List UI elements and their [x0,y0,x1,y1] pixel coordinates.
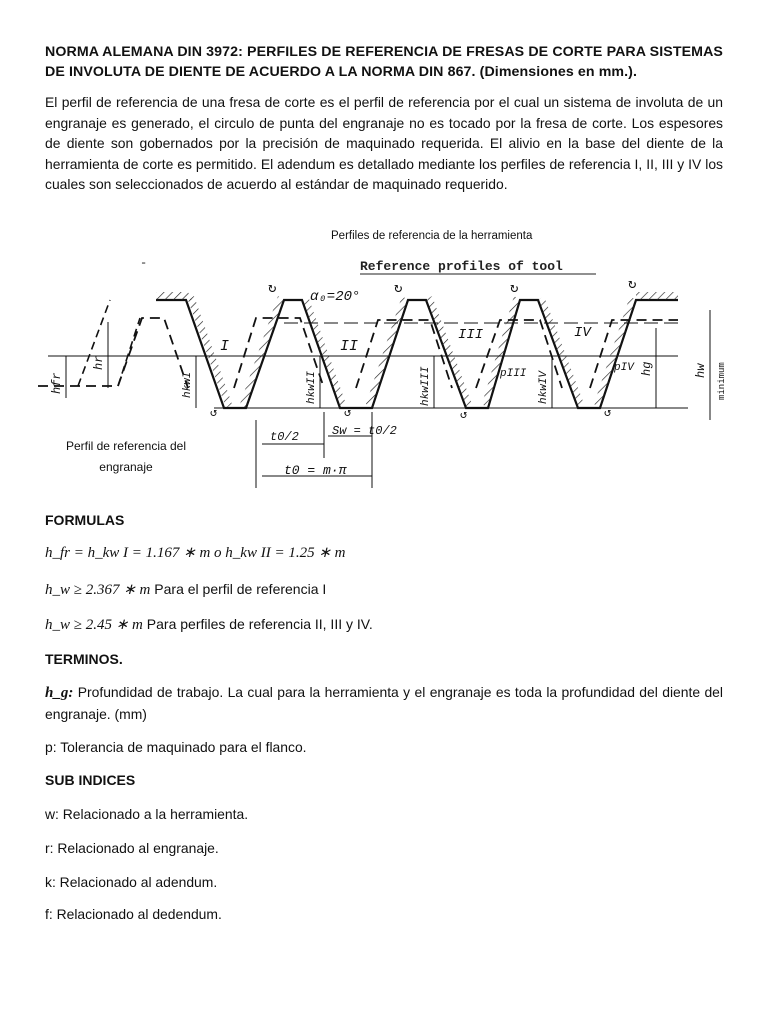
svg-text:↻: ↻ [628,277,637,293]
formula-2-math: h_w ≥ 2.367 ∗ m [45,582,151,598]
roman-label-ii: II [340,338,359,355]
p-iii-label: pIII [500,368,527,380]
svg-text:-: - [140,256,148,270]
figure-caption: Perfiles de referencia de la herramienta [331,230,533,242]
formula-3-text: Para perfiles de referencia II, III y IV. [142,616,373,632]
subindex-item-r: r: Relacionado al engranaje. [45,840,219,856]
formula-1-text: h_fr = h_kw I = 1.167 ∗ m o h_kw II = 1.25 ∗ m [45,545,346,561]
hkw-ii-label: hkwII [306,370,318,404]
svg-text:↻: ↻ [510,281,519,297]
subindex-item-f: f: Relacionado al dedendum. [45,906,222,922]
subindex-item-k: k: Relacionado al adendum. [45,874,218,890]
minimum-label: minimum [717,362,727,400]
hkw-iii-label: hkwIII [420,366,432,406]
subindex-item-w: w: Relacionado a la herramienta. [45,806,249,822]
hfr-label: hfr [50,372,64,394]
svg-text:↻: ↻ [394,281,403,297]
roman-label-iii: III [458,327,484,343]
roman-label-iv: IV [574,325,591,341]
term-hg-text: Profundidad de trabajo. La cual para la herramienta y el engranaje es toda la profundidad del diente del engranaje. (mm) [45,684,723,722]
hg-label: hg [640,361,654,376]
term-p: p: Tolerancia de maquinado para el flanco. [45,739,307,755]
hkw-i-label: hkwI [182,371,194,398]
roman-label-i: I [220,338,230,355]
alpha-angle-label: α₀=20° [310,289,361,305]
hw-label: hw [694,363,708,378]
formula-3-math: h_w ≥ 2.45 ∗ m [45,617,143,633]
t0-half-label: t0/2 [270,430,299,444]
formula-1 [45,543,345,562]
terms-heading: TERMINOS. [45,651,123,667]
formula-3 [45,615,373,634]
svg-text:↺: ↺ [460,408,468,422]
t0-label: t0 = m·π [284,463,347,478]
hr-label: hr [92,355,106,370]
svg-text:↺: ↺ [604,406,612,420]
svg-text:↺: ↺ [344,406,352,420]
formulas-heading: FORMULAS [45,512,125,528]
gear-reference-label: Perfil de referencia del engranaje [52,436,200,478]
figure-header: Reference profiles of tool [360,259,563,274]
p-iv-label: pIV [614,362,634,374]
formula-2-text: Para el perfil de referencia I [150,581,327,597]
document-title: NORMA ALEMANA DIN 3972: PERFILES DE REFERENCIA DE FRESAS DE CORTE PARA SISTEMAS DE INVOLUTA DE DIENTE DE ACUERDO A LA NORMA DIN 867. (Dimensiones en mm.). [45,44,723,80]
svg-text:↻: ↻ [268,281,277,297]
document-page [45,42,723,195]
term-hg [45,682,723,725]
term-hg-symbol: h_g: [45,685,74,701]
subindices-heading: SUB INDICES [45,772,136,788]
sw-label: Sw = t0/2 [332,424,397,438]
hkw-iv-label: hkwIV [538,370,550,404]
formula-2 [45,580,326,599]
svg-text:↺: ↺ [210,406,218,420]
intro-paragraph: El perfil de referencia de una fresa de corte es el perfil de referencia por el cual un sistema de involuta de un engranaje es generado, el circulo de punta del engranaje no es tocado por la fresa de corte. Los espesores de diente son gobernados por la precisión de maquinado requerida. El alivio en la base del diente de la herramienta de corte es permitido. El adendum es detallado mediante los perfiles de referencia I, II, III y IV los cuales son seleccionados de acuerdo al estándar de maquinado requerido. [45,94,723,192]
